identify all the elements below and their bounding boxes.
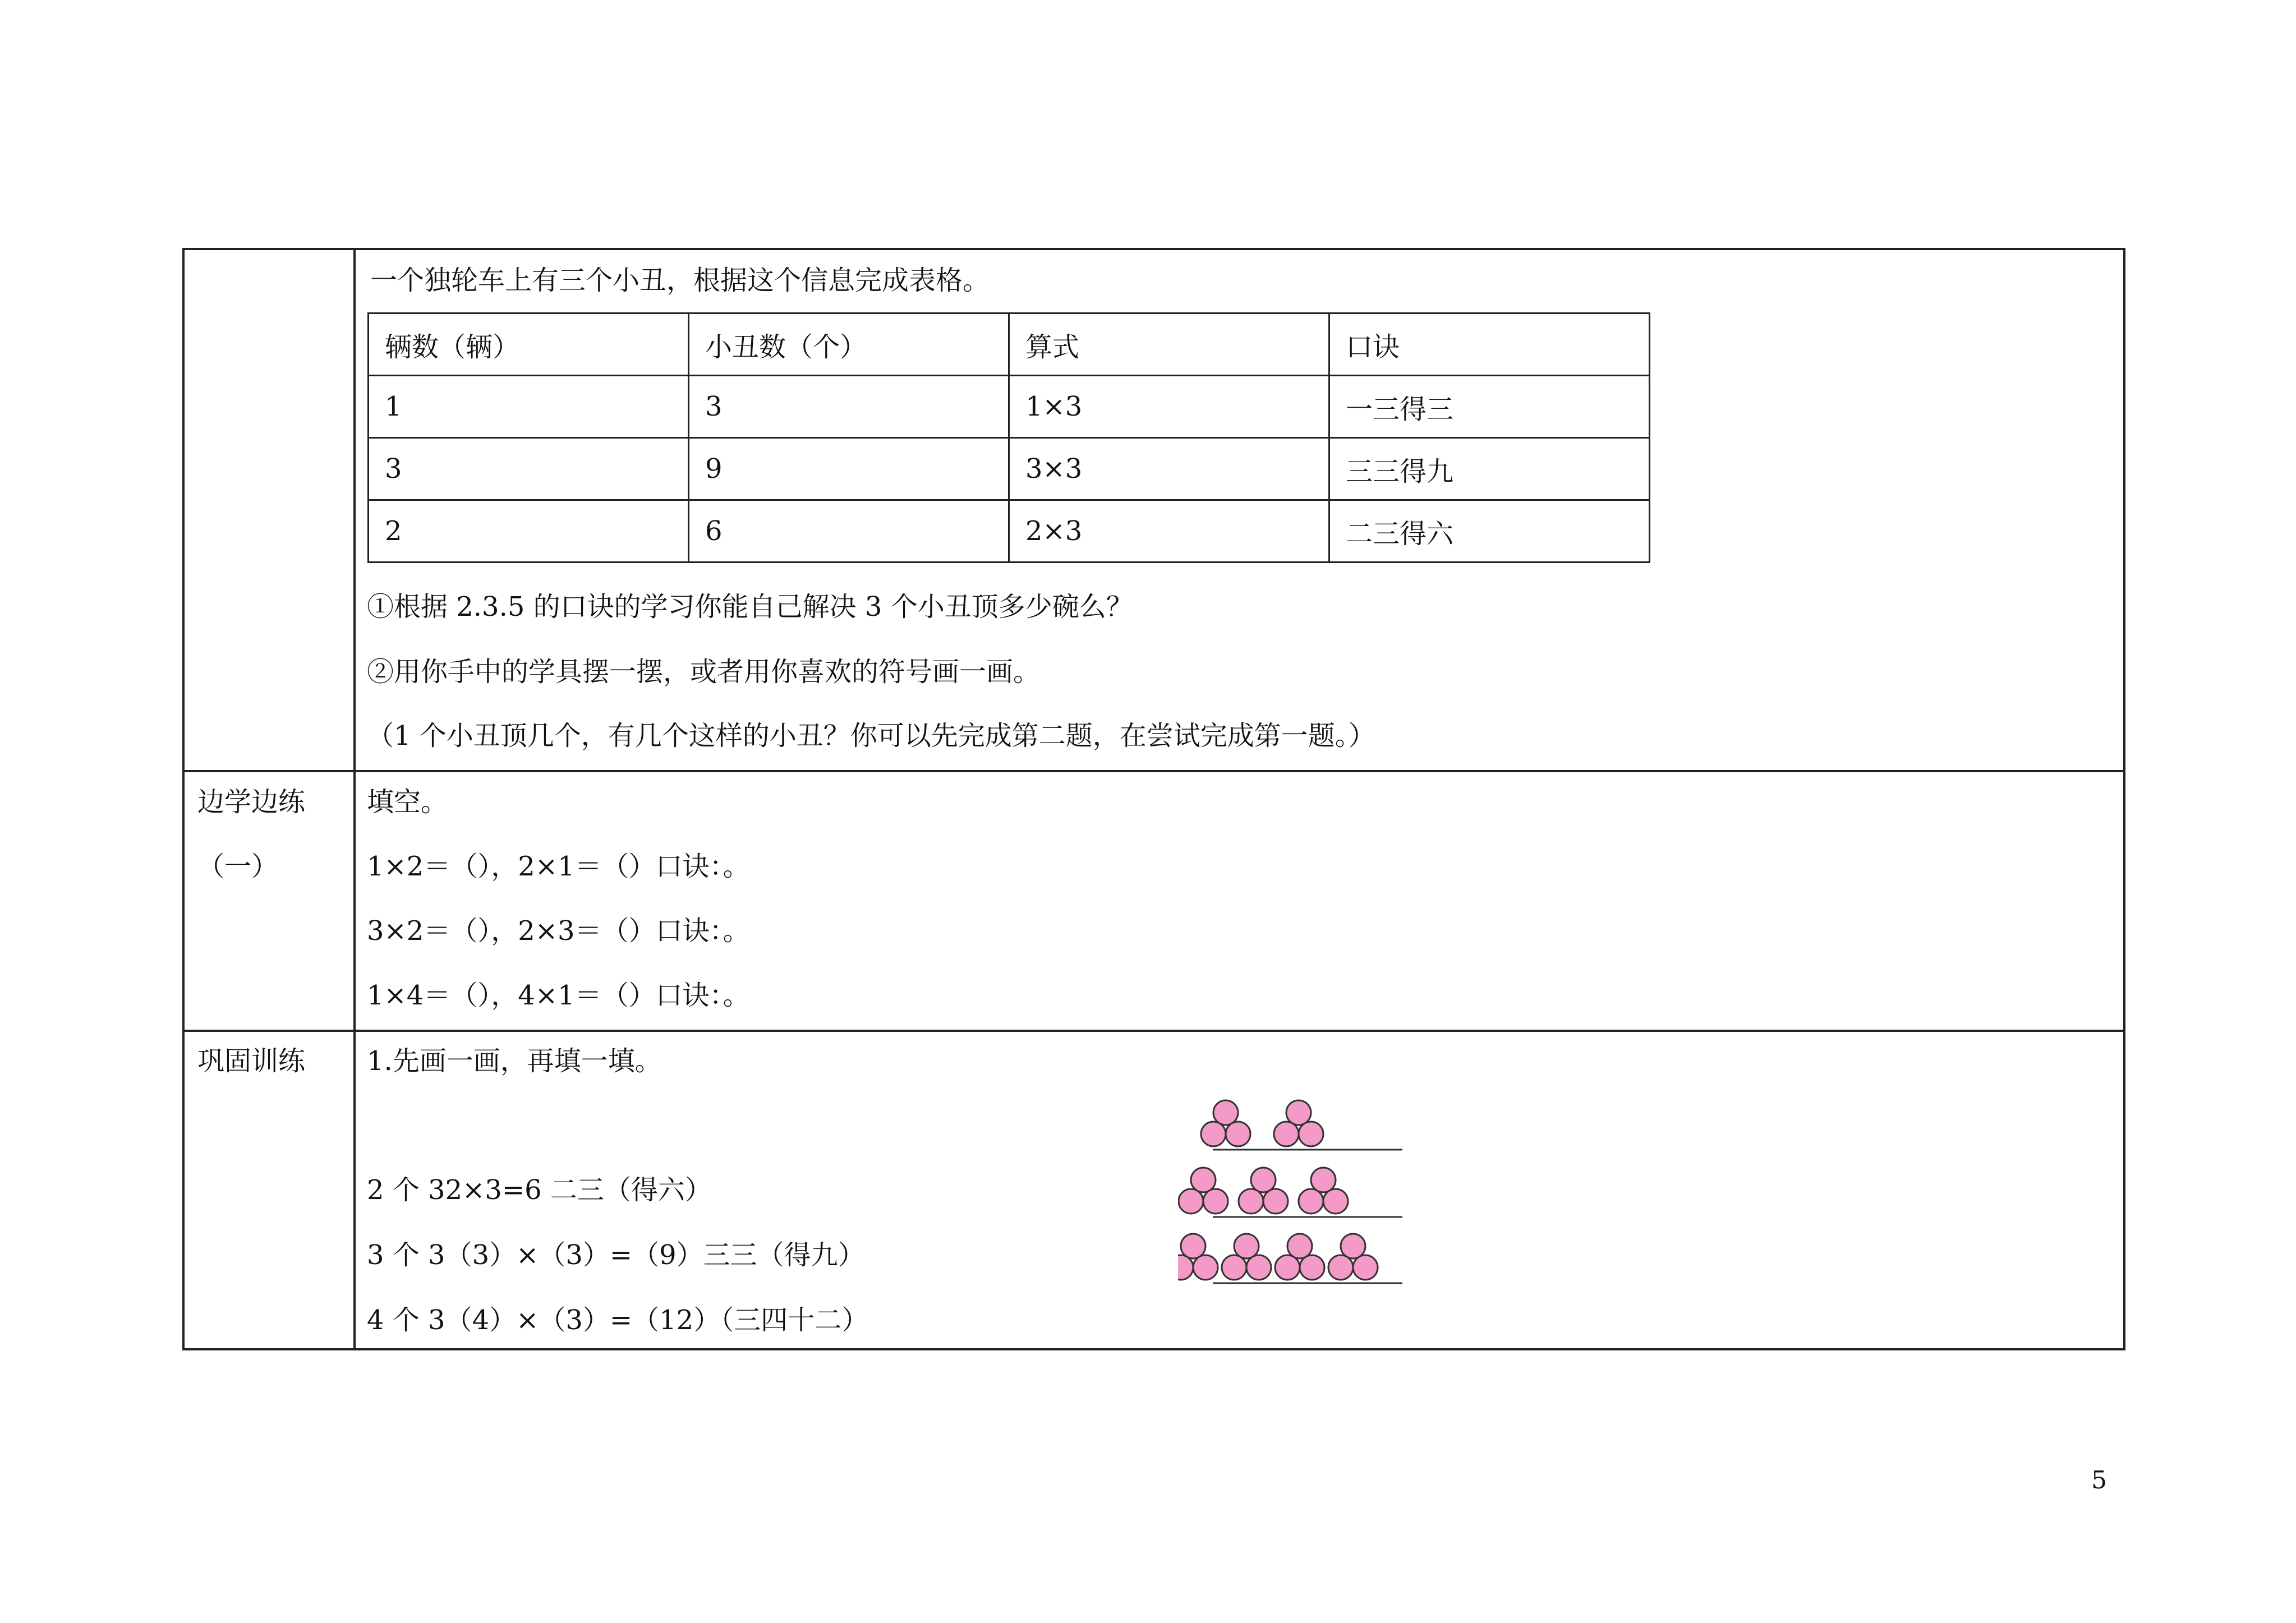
circle-group [1222,1234,1271,1280]
fill-blank-line: 3×2＝（），2×3＝（）口诀：。 [367,915,750,947]
pink-circle [1213,1100,1238,1125]
table-header-cell: 辆数（辆） [369,313,689,376]
circle-groups-illustration [1178,1099,1414,1295]
table-cell: 6 [689,500,1009,562]
circle-group [1201,1100,1250,1146]
pink-circle [1222,1255,1246,1280]
fill-blank-line: 1×4＝（），4×1＝（）口诀：。 [367,980,750,1011]
pink-circle [1203,1189,1228,1214]
pink-circle [1239,1189,1263,1214]
row-divider-2 [182,1030,2125,1032]
table-cell: 2×3 [1009,500,1329,562]
pink-circle [1328,1255,1353,1280]
answer-line: 2 个 32×3=6 二三（得六） [367,1174,712,1206]
table-header-cell: 算式 [1009,313,1329,376]
table-header-cell: 口诀 [1329,313,1650,376]
pink-circle [1201,1122,1226,1146]
pink-circle [1193,1255,1218,1280]
pink-circle [1311,1168,1336,1192]
circle-group [1328,1234,1378,1280]
circle-group [1275,1234,1324,1280]
section-label-practice: 边学边练 [197,786,306,818]
table-header-cell: 小丑数（个） [689,313,1009,376]
pink-circle [1274,1122,1299,1146]
pink-circle [1246,1255,1271,1280]
clown-table [367,312,1650,563]
pink-circle [1286,1100,1311,1125]
pink-circle [1234,1234,1259,1258]
table-cell: 一三得三 [1329,376,1650,438]
pink-circle [1251,1168,1276,1192]
pink-circle [1191,1168,1216,1192]
pink-circle [1226,1122,1250,1146]
table-cell: 2 [369,500,689,562]
row1-intro: 一个独轮车上有三个小丑，根据这个信息完成表格。 [370,265,990,296]
page-number: 5 [2091,1466,2107,1495]
fill-blank-title: 填空。 [367,786,448,818]
table-cell: 3×3 [1009,438,1329,500]
row-divider-1 [182,770,2125,772]
section-label-consolidate: 巩固训练 [197,1045,306,1077]
table-cell: 3 [689,376,1009,438]
table-cell: 1×3 [1009,376,1329,438]
pink-circle [1341,1234,1365,1258]
pink-circle [1299,1122,1323,1146]
table-cell: 3 [369,438,689,500]
pink-circle [1300,1255,1324,1280]
pink-circle [1323,1189,1348,1214]
answer-line: 4 个 3（4）×（3）=（12）（三四十二） [367,1304,869,1336]
pink-circle [1299,1189,1323,1214]
section-label-practice-sub: （一） [197,851,279,882]
question-2: ②用你手中的学具摆一摆，或者用你喜欢的符号画一画。 [367,656,1041,688]
table-cell: 9 [689,438,1009,500]
table-cell: 1 [369,376,689,438]
pink-circle [1179,1189,1203,1214]
pink-circle [1181,1234,1205,1258]
label-column-divider [353,248,356,1350]
hint-text: （1 个小丑顶几个，有几个这样的小丑？你可以先完成第二题，在尝试完成第一题。） [367,720,1375,751]
pink-circle [1275,1255,1300,1280]
circle-group [1239,1168,1288,1214]
circle-group [1178,1234,1218,1280]
answer-line: 3 个 3（3）×（3）=（9）三三（得九） [367,1239,865,1271]
table-row [369,376,1650,438]
pink-circle [1353,1255,1378,1280]
table-cell: 二三得六 [1329,500,1650,562]
table-row [369,500,1650,562]
pink-circle [1287,1234,1312,1258]
pink-circle [1263,1189,1288,1214]
question-1: ①根据 2.3.5 的口诀的学习你能自己解决 3 个小丑顶多少碗么？ [367,591,1133,623]
circle-group [1274,1100,1323,1146]
circle-group [1179,1168,1228,1214]
circle-group [1299,1168,1348,1214]
table-row [369,438,1650,500]
fill-blank-line: 1×2＝（），2×1＝（）口诀：。 [367,851,750,882]
table-cell: 三三得九 [1329,438,1650,500]
draw-fill-title: 1.先画一画，再填一填。 [367,1045,662,1077]
table-header-row [369,313,1650,376]
